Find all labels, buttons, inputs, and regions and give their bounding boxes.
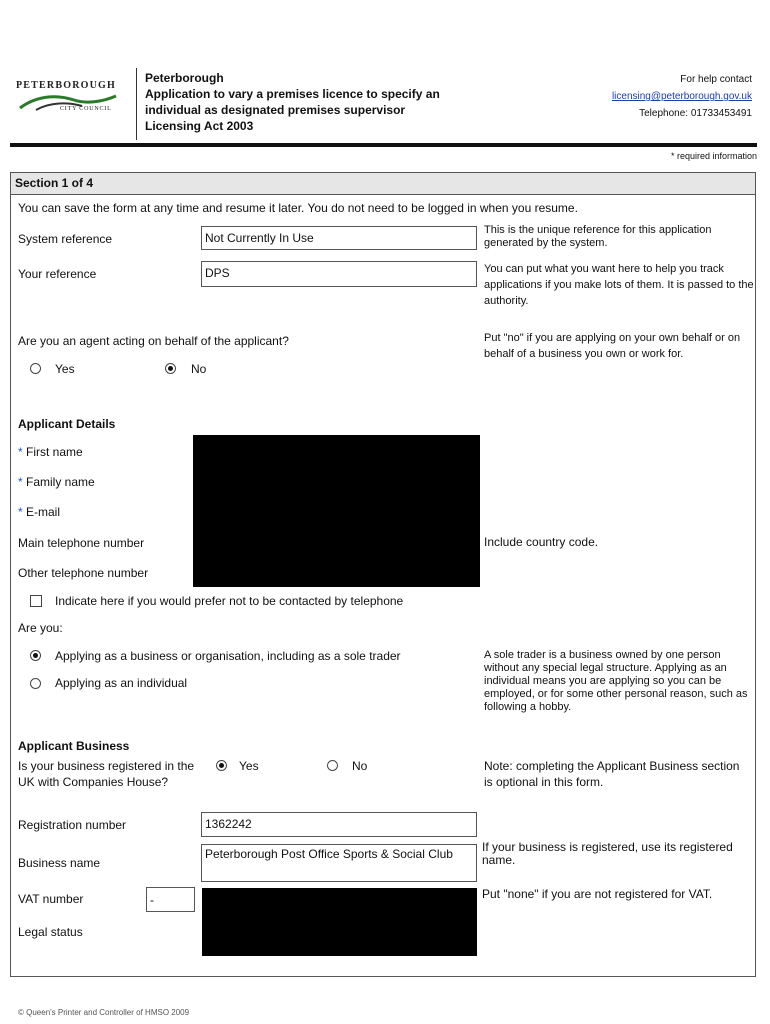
vat-prefix-input[interactable]: -: [146, 887, 195, 912]
page-title: [145, 70, 485, 134]
section-title: Section 1 of 4: [15, 176, 94, 190]
your-reference-input[interactable]: DPS: [201, 261, 477, 287]
system-reference-label: System reference: [18, 232, 113, 246]
your-reference-label: Your reference: [18, 267, 97, 281]
required-note-text: * required information: [670, 151, 757, 161]
system-reference-help: This is the unique reference for this application generated by the system.: [484, 224, 712, 249]
agent-no-label: No: [191, 362, 207, 376]
vat-number-label: VAT number: [18, 892, 84, 906]
registration-number-input[interactable]: 1362242: [201, 812, 477, 837]
title-act: Licensing Act 2003: [145, 119, 254, 133]
redacted-vat-legal: [202, 888, 477, 956]
section-intro: You can save the form at any time and resume it later. You do not need to be logged in when you resume.: [18, 201, 578, 215]
title-authority: Peterborough: [145, 71, 224, 85]
agent-question: Are you an agent acting on behalf of the applicant?: [18, 334, 289, 348]
section-header: [11, 173, 755, 195]
main-phone-label: Main telephone number: [18, 536, 145, 550]
required-marker: *: [18, 445, 23, 459]
logo-subtitle: CITY COUNCIL: [60, 106, 112, 112]
title-form-line2: individual as designated premises supervisor: [145, 103, 406, 117]
are-you-help: A sole trader is a business owned by one person without any special legal structure. Applying as an individual means you are applying so you can be employed, or for some other personal reason, such as following a hobby.: [484, 649, 748, 713]
footer-copyright: © Queen's Printer and Controller of HMSO 2009: [18, 1008, 190, 1017]
agent-yes-label: Yes: [55, 362, 75, 376]
family-name-label: [18, 474, 95, 490]
registered-question: Is your business registered in the UK with Companies House?: [18, 759, 195, 789]
other-phone-label: Other telephone number: [18, 566, 149, 580]
business-option-label: Applying as a business or organisation, including as a sole trader: [55, 649, 401, 663]
no-contact-checkbox[interactable]: [30, 595, 42, 607]
redacted-applicant-details: [193, 435, 480, 587]
email-label-text: E-mail: [26, 505, 61, 519]
main-phone-help: Include country code.: [484, 535, 599, 549]
required-marker: *: [18, 505, 23, 519]
are-you-question: Are you:: [18, 621, 63, 635]
agent-no-radio[interactable]: [165, 363, 176, 374]
business-name-label: Business name: [18, 856, 101, 870]
no-contact-label: Indicate here if you would prefer not to be contacted by telephone: [55, 594, 404, 608]
registered-yes-label: Yes: [239, 759, 259, 773]
individual-option-label: Applying as an individual: [55, 676, 188, 690]
legal-status-label: Legal status: [18, 925, 83, 939]
required-note: [671, 151, 757, 161]
system-reference-field: Not Currently In Use: [201, 226, 477, 250]
header-rule: [10, 143, 757, 147]
family-name-label-text: Family name: [26, 475, 95, 489]
vat-help: Put "none" if you are not registered for VAT.: [482, 887, 713, 901]
registered-yes-radio[interactable]: [216, 760, 227, 771]
business-name-input[interactable]: Peterborough Post Office Sports & Social Club: [201, 844, 477, 882]
title-form-line1: Application to vary a premises licence to specify an: [145, 87, 440, 101]
your-reference-help: You can put what you want here to help you track applications if you make lots of them. It is passed to the authority.: [484, 263, 754, 307]
logo-divider: [136, 68, 137, 140]
registered-no-radio[interactable]: [327, 760, 338, 771]
applicant-details-heading: Applicant Details: [18, 417, 116, 431]
agent-help: Put "no" if you are applying on your own behalf or on behalf of a business you own or work for.: [484, 332, 741, 360]
business-name-help: If your business is registered, use its registered name.: [482, 840, 733, 867]
council-logo: [16, 80, 122, 116]
first-name-label: [18, 444, 83, 460]
help-label: For help contact: [680, 74, 752, 85]
business-radio[interactable]: [30, 650, 41, 661]
help-contact: [532, 71, 752, 122]
applicant-business-heading: Applicant Business: [18, 739, 130, 753]
individual-radio[interactable]: [30, 678, 41, 689]
logo-wordmark: PETERBOROUGH: [16, 80, 116, 91]
email-label: [18, 504, 60, 520]
agent-yes-radio[interactable]: [30, 363, 41, 374]
help-phone: Telephone: 01733453491: [639, 108, 752, 119]
registered-no-label: No: [352, 759, 368, 773]
first-name-label-text: First name: [26, 445, 83, 459]
required-marker: *: [18, 475, 23, 489]
registration-number-label: Registration number: [18, 818, 127, 832]
help-email-link[interactable]: licensing@peterborough.gov.uk: [611, 91, 752, 102]
registered-help: Note: completing the Applicant Business section is optional in this form.: [484, 759, 740, 789]
